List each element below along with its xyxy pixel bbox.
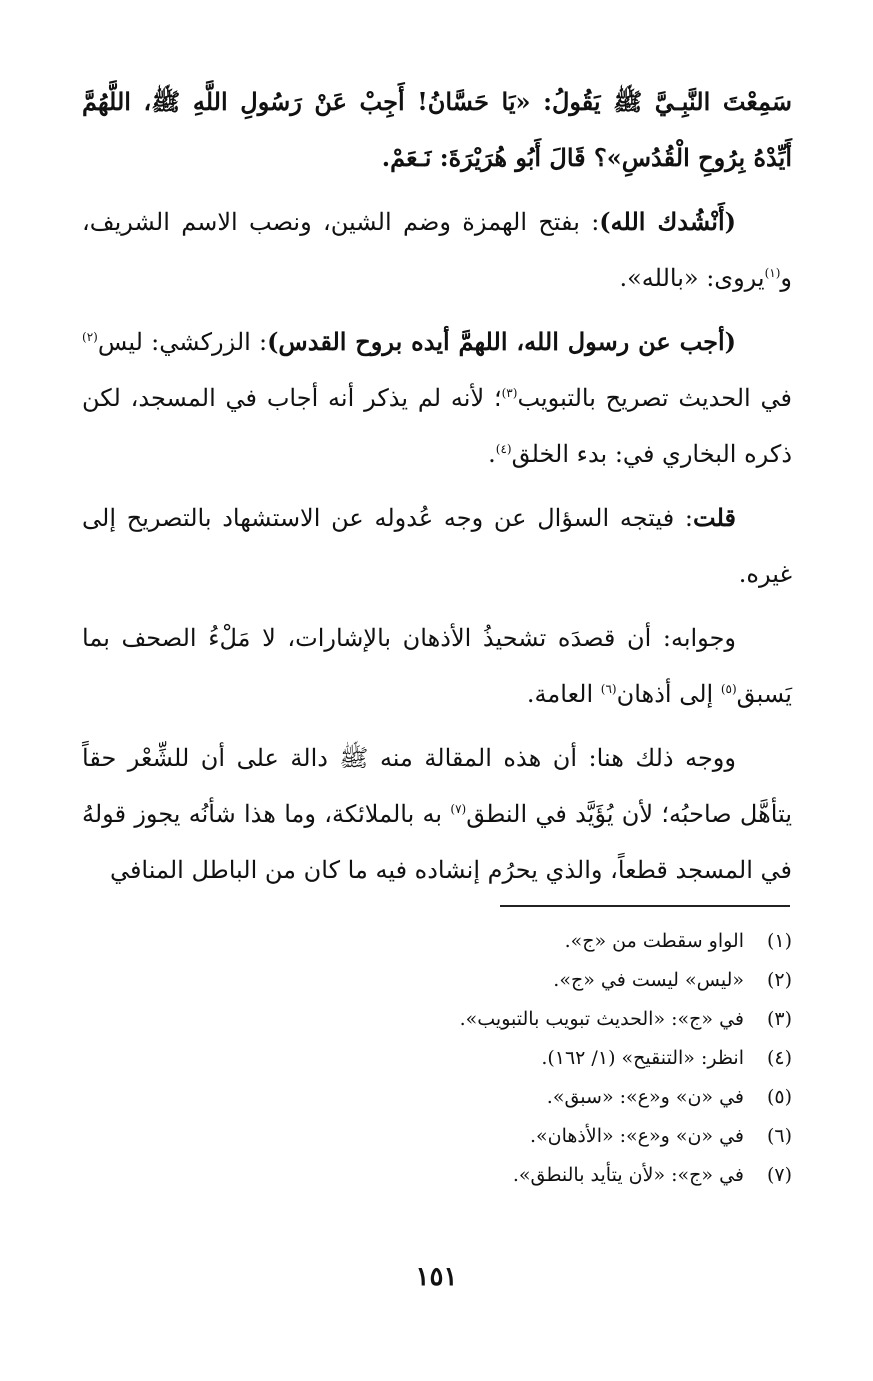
footnote-text: في «ن» و«ع»: «سبق».: [546, 1086, 744, 1108]
lemma-3: قلت: [693, 503, 736, 532]
footnote-text: الواو سقطت من «ج».: [564, 930, 744, 952]
footnote-ref-6[interactable]: (٦): [600, 682, 617, 696]
footnote-number: (٥): [766, 1086, 792, 1108]
commentary-text: به بالملائكة، وما هذا شأنُه يجوز قولهُ في المسجد قطعاً، والذي يحرُم إنشاده فيه ما كان من الباطل المنافي: [82, 800, 792, 884]
hadith-text: سَمِعْتَ النَّبِـيَّ ﷺ يَقُولُ: «يَا حَسَّانُ! أَجِبْ عَنْ رَسُولِ اللَّهِ ﷺ، اللَّهُمَّ أَيِّدْهُ بِرُوحِ الْقُدُسِ»؟ قَالَ أَبُو هُرَيْرَةَ: نَـعَمْ.: [82, 87, 792, 172]
footnote-text: انظر: «التنقيح» (١/ ١٦٢).: [541, 1047, 744, 1069]
footnote-ref-4[interactable]: (٤): [495, 442, 512, 456]
commentary-paragraph-3: [82, 490, 792, 602]
footnote-item: [82, 1117, 792, 1156]
footnote-number: (٦): [766, 1125, 792, 1147]
commentary-text: إلى أذهان: [616, 680, 721, 708]
footnote-ref-1[interactable]: (١): [764, 266, 781, 280]
footnote-text: في «ن» و«ع»: «الأذهان».: [529, 1125, 744, 1147]
hadith-paragraph: [82, 74, 792, 186]
footnote-item: [82, 1000, 792, 1039]
commentary-text: ؛ لأنه لم يذكر أنه أجاب في المسجد، لكن ذكره البخاري في: بدء الخلق: [82, 384, 792, 468]
footnote-ref-7[interactable]: (٧): [450, 802, 467, 816]
footnote-number: (٧): [766, 1164, 792, 1186]
footnote-item: [82, 1156, 792, 1195]
footnote-number: (٢): [766, 969, 792, 991]
footnotes-section: [82, 922, 792, 1195]
footnote-number: (٣): [766, 1008, 792, 1030]
footnote-text: في «ج»: «الحديث تبويب بالتبويب».: [459, 1008, 744, 1030]
footnote-item: [82, 1039, 792, 1078]
commentary-text: : الزركشي: ليس: [97, 328, 268, 356]
footnote-ref-3[interactable]: (٣): [501, 386, 518, 400]
footnote-item: [82, 922, 792, 961]
lemma-2: (أجب عن رسول الله، اللهمَّ أيده بروح القدس): [267, 327, 736, 356]
footnote-text: في «ج»: «لأن يتأيد بالنطق».: [512, 1164, 744, 1186]
lemma-1: (أَنْشُدك الله): [599, 207, 736, 236]
commentary-text: في الحديث تصريح بالتبويب: [517, 384, 792, 412]
main-text: [82, 74, 792, 906]
footnote-text: «ليس» ليست في «ج».: [553, 969, 744, 991]
footnote-item: [82, 961, 792, 1000]
commentary-text: وجوابه: أن قصدَه تشحيذُ الأذهان بالإشارات، لا مَلْءُ الصحف بما يَسبق: [82, 624, 792, 708]
commentary-text: يروى: «بالله».: [619, 264, 765, 292]
commentary-paragraph-2: [82, 314, 792, 482]
footnote-number: (٤): [766, 1047, 792, 1069]
footnote-number: (١): [766, 930, 792, 952]
commentary-paragraph-1: [82, 194, 792, 306]
footnote-item: [82, 1078, 792, 1117]
commentary-paragraph-5: [82, 730, 792, 898]
footnote-ref-5[interactable]: (٥): [720, 682, 737, 696]
page-number: ١٥١: [415, 1262, 458, 1292]
commentary-text: : فيتجه السؤال عن وجه عُدوله عن الاستشهاد بالتصريح إلى غيره.: [82, 504, 792, 588]
footnote-divider: [500, 905, 790, 907]
commentary-text: العامة.: [526, 680, 601, 708]
commentary-text: ووجه ذلك هنا: أن هذه المقالة منه ﷺ دالة على أن للشِّعْر حقاً يتأهَّل صاحبُه؛ لأن يُؤَيَّد في النطق: [82, 744, 793, 828]
footnote-ref-2[interactable]: (٢): [82, 330, 98, 344]
commentary-paragraph-4: [82, 610, 792, 722]
commentary-text: .: [488, 440, 496, 468]
commentary-text: : بفتح الهمزة وضم الشين، ونصب الاسم الشريف، و: [82, 208, 792, 292]
